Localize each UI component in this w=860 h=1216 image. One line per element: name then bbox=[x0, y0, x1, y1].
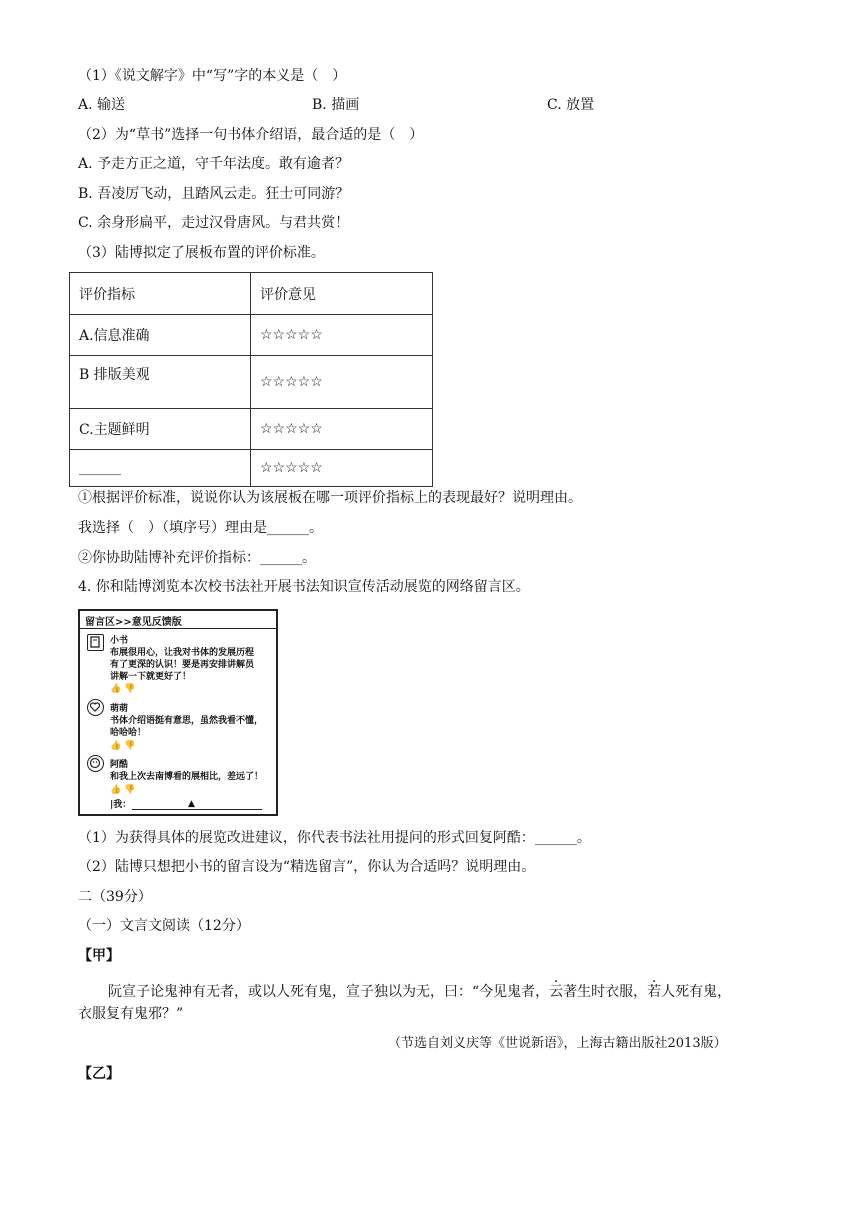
rating-stars: ☆☆☆☆☆ bbox=[251, 409, 433, 450]
q2-option-a[interactable]: A. 予走方正之道，守千年法度。敢有逾者？ bbox=[78, 156, 350, 172]
table-row bbox=[70, 356, 433, 409]
q3-sub2[interactable]: ②你协助陆博补充评价指标：______。 bbox=[78, 550, 316, 566]
table-header: 评价指标 bbox=[70, 273, 251, 315]
table-row bbox=[70, 315, 433, 356]
post-line: 和我上次去南博看的展相比，差远了！ bbox=[110, 772, 264, 782]
passage-label-jia: 【甲】 bbox=[78, 948, 120, 964]
passage-jia-line2: 衣服复有鬼邪？” bbox=[78, 1006, 184, 1022]
board-header: 留言区>>意见反馈版 bbox=[80, 611, 276, 629]
passage-jia-line1: 阮宣子论鬼神有无者，或以人死有鬼，宣子独以为无，曰：“今见鬼者，云著生时衣服，若人死有鬼， bbox=[108, 984, 732, 1000]
book-avatar-icon bbox=[87, 634, 104, 651]
q3-stem: （3）陆博拟定了展板布置的评价标准。 bbox=[78, 245, 325, 261]
post-line: 哈哈哈！ bbox=[110, 728, 147, 738]
dotted-word: 若 bbox=[647, 984, 662, 1000]
table-header-row bbox=[70, 273, 433, 315]
reply-marker: ▲ bbox=[188, 799, 195, 809]
q2-stem: （2）为“草书”选择一句书体介绍语，最合适的是（ ） bbox=[78, 127, 424, 143]
passage-label-yi: 【乙】 bbox=[78, 1066, 120, 1082]
table-cell: A.信息准确 bbox=[70, 315, 251, 356]
q3-sub1-answer[interactable]: 我选择（ ）（填序号）理由是______。 bbox=[78, 520, 323, 536]
reply-label: |我： bbox=[110, 800, 132, 810]
post-author: 萌萌 bbox=[110, 704, 129, 714]
q1-option-b[interactable]: B. 描画 bbox=[312, 97, 360, 113]
section-subtitle: （一）文言文阅读（12分） bbox=[78, 918, 250, 934]
dotted-word: 云 bbox=[549, 984, 564, 1000]
q1-stem: （1）《说文解字》中“写”字的本义是（ ） bbox=[78, 68, 347, 84]
table-row bbox=[70, 450, 433, 487]
passage-source: （节选自刘义庆等《世说新语》，上海古籍出版社2013版） bbox=[388, 1036, 727, 1051]
comment-board bbox=[78, 609, 278, 816]
evaluation-table bbox=[69, 272, 433, 487]
reply-input[interactable] bbox=[132, 809, 262, 810]
post-author: 阿酷 bbox=[110, 760, 129, 770]
post-line: 书体介绍语挺有意思，虽然我看不懂， bbox=[110, 716, 264, 726]
like-dislike-icons[interactable]: 👍 👎 bbox=[110, 785, 136, 795]
q4-sub1[interactable]: （1）为获得具体的展览改进建议，你代表书法社用提问的形式回复阿酷：______。 bbox=[78, 830, 591, 846]
q1-option-c[interactable]: C. 放置 bbox=[547, 97, 595, 113]
like-dislike-icons[interactable]: 👍 👎 bbox=[110, 741, 136, 751]
table-row bbox=[70, 409, 433, 450]
section-title: 二（39分） bbox=[78, 889, 152, 905]
heart-avatar-icon bbox=[87, 699, 104, 716]
rating-stars: ☆☆☆☆☆ bbox=[251, 315, 433, 356]
face-avatar-icon bbox=[87, 755, 104, 772]
post-author: 小书 bbox=[110, 636, 129, 646]
blank-criterion[interactable]: ______ bbox=[70, 450, 251, 487]
q2-option-c[interactable]: C. 余身形扁平，走过汉骨唐风。与君共赏！ bbox=[78, 215, 350, 231]
q3-sub1: ①根据评价标准，说说你认为该展板在哪一项评价指标上的表现最好？说明理由。 bbox=[78, 490, 582, 506]
q1-option-a[interactable]: A. 输送 bbox=[78, 97, 126, 113]
q4-sub2: （2）陆博只想把小书的留言设为“精选留言”，你认为合适吗？说明理由。 bbox=[78, 859, 536, 875]
table-cell: B 排版美观 bbox=[70, 356, 251, 409]
table-cell: C.主题鲜明 bbox=[70, 409, 251, 450]
post-line: 讲解一下就更好了！ bbox=[110, 672, 192, 682]
post-line: 布展很用心，让我对书体的发展历程 bbox=[110, 648, 255, 658]
q2-option-b[interactable]: B. 吾凌厉飞动，且踏风云走。狂士可同游？ bbox=[78, 186, 350, 202]
rating-stars: ☆☆☆☆☆ bbox=[251, 450, 433, 487]
table-header: 评价意见 bbox=[251, 273, 433, 315]
rating-stars: ☆☆☆☆☆ bbox=[251, 356, 433, 409]
like-dislike-icons[interactable]: 👍 👎 bbox=[110, 684, 136, 694]
post-line: 有了更深的认识！要是再安排讲解员 bbox=[110, 660, 255, 670]
q4-stem: 4. 你和陆博浏览本次校书法社开展书法知识宣传活动展览的网络留言区。 bbox=[78, 579, 530, 595]
